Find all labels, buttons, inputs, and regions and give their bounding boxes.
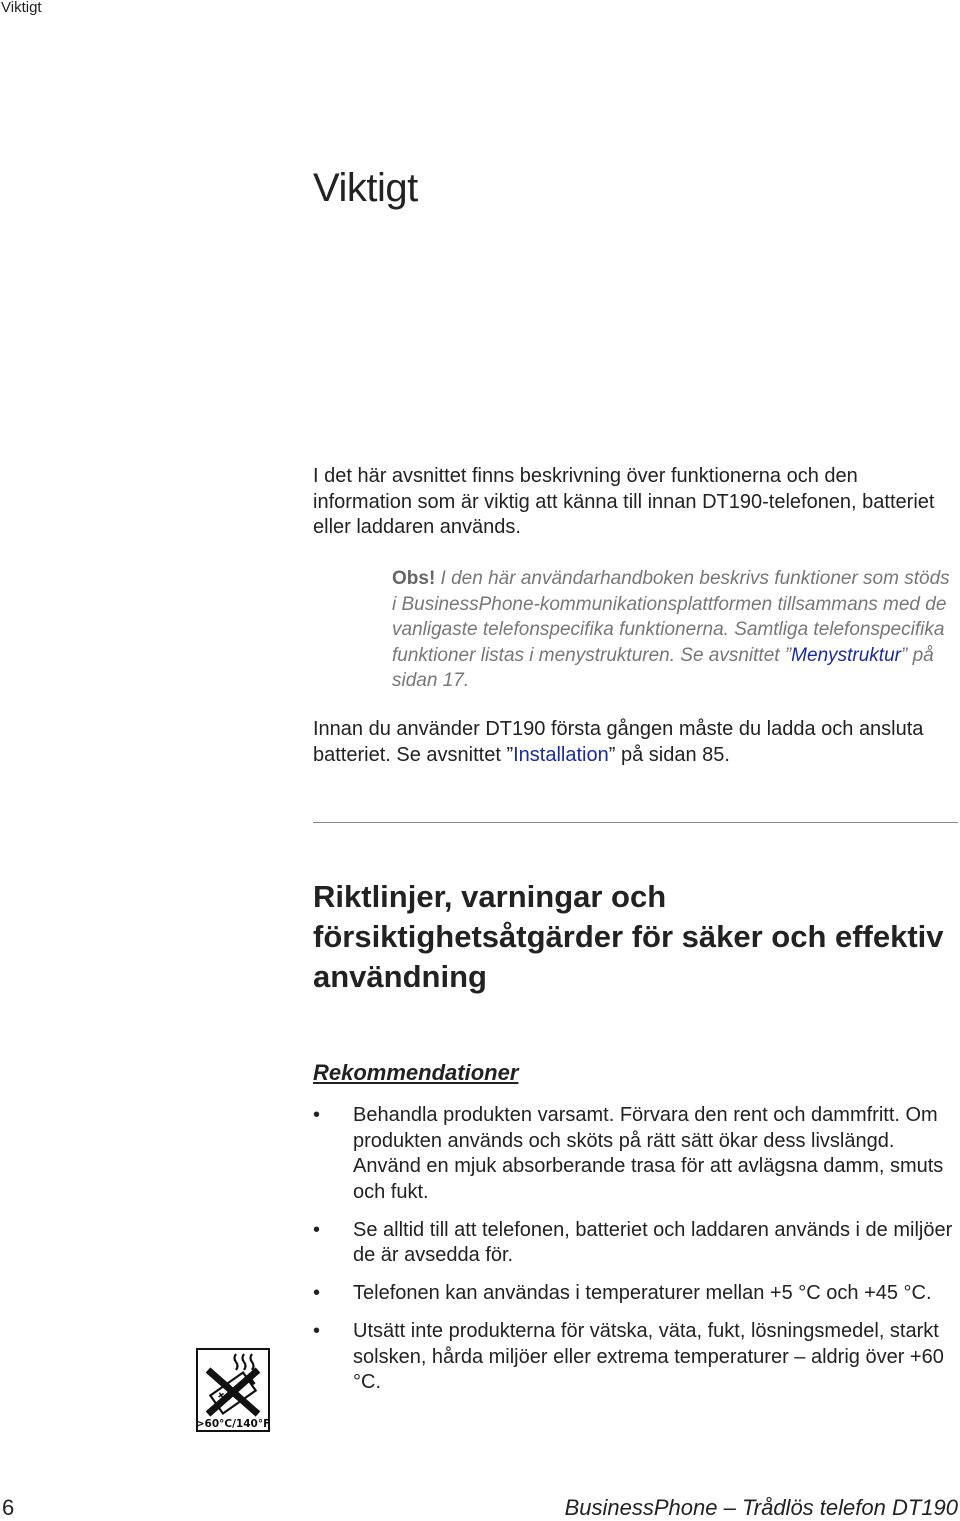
before-use-paragraph [313, 717, 953, 768]
before-use-text: Innan du använder DT190 första gången måste du ladda och ansluta batteriet. Se avsnittet ” [313, 718, 924, 766]
installation-link[interactable]: Installation [513, 743, 609, 766]
before-use-suffix: ” på sidan 85. [608, 743, 730, 766]
list-item-text: Se alltid till att telefonen, batteriet och laddaren används i de miljöer de är avsedda för. [353, 1218, 953, 1266]
section-divider [313, 822, 958, 823]
bullet-icon: • [313, 1282, 321, 1304]
no-heat-label: >60°C/140°F [196, 1418, 270, 1430]
list-item-text: Behandla produkten varsamt. Förvara den rent och dammfritt. Om produkten används och sköts på rätt sätt ökar dess livslängd. Använd en mjuk absorberande trasa för att avlägsna damm, smuts och fukt. [353, 1104, 944, 1203]
list-item-text: Telefonen kan användas i temperaturer mellan +5 °C och +45 °C. [353, 1282, 932, 1304]
running-header: Viktigt [1, 0, 42, 16]
recommendations-heading: Rekommendationer [313, 1060, 519, 1085]
list-item [313, 1103, 958, 1205]
section-heading: Riktlinjer, varningar och försiktighetsåtgärder för säker och effektiv användning [313, 879, 944, 994]
note-suffix: ” på sidan 17. [392, 644, 934, 691]
recommendations-list [313, 1103, 958, 1408]
page-title: Viktigt [313, 166, 418, 210]
note-paragraph [392, 566, 958, 694]
footer-title: BusinessPhone – Trådlös telefon DT190 [564, 1495, 958, 1520]
list-item-text: Utsätt inte produkterna för vätska, väta, fukt, lösningsmedel, starkt solsken, hårda miljöer eller extrema temperaturer – aldrig över +60 °C. [353, 1320, 944, 1393]
list-item [313, 1218, 958, 1269]
bullet-icon: • [313, 1320, 321, 1342]
list-item [313, 1319, 958, 1396]
no-heat-battery-icon [196, 1348, 270, 1432]
note-text: I den här användarhandboken beskrivs funktioner som stöds i BusinessPhone-kommunikationsplattformen tillsammans med de vanligaste telefonspecifika funktionerna. Samtliga telefonspecifika funktioner listas i menystrukturen. Se avsnittet ” [392, 568, 950, 666]
intro-paragraph: I det här avsnittet finns beskrivning över funktionerna och den information som är viktig att känna till innan DT190-telefonen, batteriet eller laddaren används. [313, 465, 935, 538]
menystruktur-link[interactable]: Menystruktur [791, 644, 901, 666]
bullet-icon: • [313, 1104, 321, 1126]
page-number: 6 [2, 1495, 15, 1520]
list-item [313, 1281, 958, 1307]
bullet-icon: • [313, 1218, 321, 1241]
note-label: Obs! [392, 568, 436, 589]
